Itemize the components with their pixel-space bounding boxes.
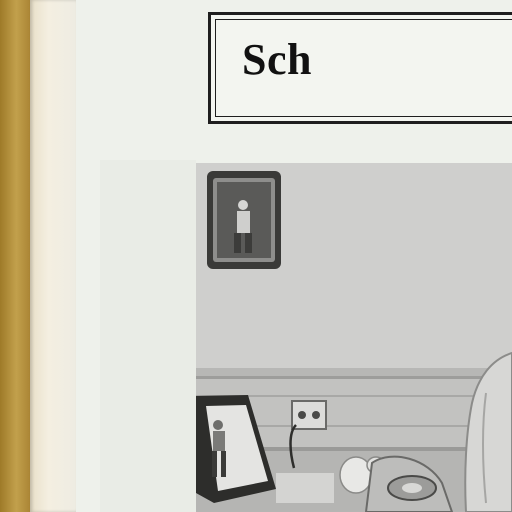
wall-frame <box>207 171 281 269</box>
faded-panel <box>100 160 196 512</box>
bedroom-photograph <box>196 163 512 512</box>
page-title: Sch <box>242 35 312 84</box>
photograph-icon <box>196 163 512 512</box>
page-gutter <box>30 0 76 512</box>
